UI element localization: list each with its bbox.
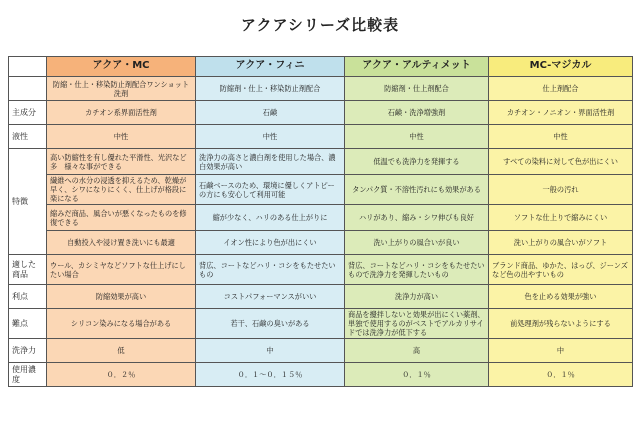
feature-cell: イオン性により色が出にくい: [196, 231, 345, 255]
feature-cell: 洗浄力の高さと濃白剤を使用した場合、濃白効果が高い: [196, 149, 345, 175]
row-label-demerit: 難点: [9, 309, 47, 339]
goods-cell: 背広、コートなどハリ・コシをもたせたいもの: [196, 255, 345, 285]
feature-cell: ハリがあり、縮み・シワ伸びも良好: [345, 205, 489, 231]
product-header-aqua-ultimate: アクア・アルティメット: [345, 57, 489, 77]
power-cell: 中: [489, 339, 633, 363]
feature-cell: タンパク質・不溶性汚れにも効果がある: [345, 175, 489, 205]
density-cell: ０．１％: [345, 363, 489, 387]
feature-cell: 一般の汚れ: [489, 175, 633, 205]
main-cell: 石鹸: [196, 101, 345, 125]
row-label-merit: 利点: [9, 285, 47, 309]
type-cell: 防縮剤・仕上剤配合: [345, 77, 489, 101]
merit-cell: 洗浄力が高い: [345, 285, 489, 309]
feature-cell: 洗い上がりの風合いが良い: [345, 231, 489, 255]
liquid-cell: 中性: [196, 125, 345, 149]
power-cell: 中: [196, 339, 345, 363]
merit-row: [9, 285, 633, 309]
goods-cell: 背広、コートなどハリ・コシをもたせたいもので洗浄力を発揮したいもの: [345, 255, 489, 285]
feature-row-2: [9, 175, 633, 205]
row-label-density: 使用濃度: [9, 363, 47, 387]
goods-cell: ブランド商品、ゆかた、はっぴ、ジーンズなど色の出やすいもの: [489, 255, 633, 285]
power-cell: 低: [47, 339, 196, 363]
density-cell: ０．２％: [47, 363, 196, 387]
feature-cell: 洗い上がりの風合いがソフト: [489, 231, 633, 255]
feature-cell: ソフトな仕上りで縮みにくい: [489, 205, 633, 231]
main-row: [9, 101, 633, 125]
demerit-cell: 商品を攪拌しないと効果が出にくい薬剤、単独で使用するのがベストでアルカリサイドでは洗浄力が低下する: [345, 309, 489, 339]
density-row: [9, 363, 633, 387]
feature-cell: 縮が少なく、ハリのある仕上がりに: [196, 205, 345, 231]
liquid-cell: 中性: [489, 125, 633, 149]
density-cell: ０．１〜０．１５％: [196, 363, 345, 387]
product-header-mc-magical: MC-マジカル: [489, 57, 633, 77]
row-label-liquid: 液性: [9, 125, 47, 149]
type-cell: 防縮剤・仕上・移染防止剤配合: [196, 77, 345, 101]
comparison-table: [8, 56, 633, 387]
goods-cell: ウール、カシミヤなどソフトな仕上げにしたい場合: [47, 255, 196, 285]
liquid-row: [9, 125, 633, 149]
demerit-cell: 若干、石鹸の臭いがある: [196, 309, 345, 339]
demerit-cell: 前処理剤が残らないようにする: [489, 309, 633, 339]
feature-row-4: [9, 231, 633, 255]
feature-cell: 石鹸ベースのため、環境に優しくアトピーの方にも安心して利用可能: [196, 175, 345, 205]
merit-cell: 色を止める効果が強い: [489, 285, 633, 309]
type-row: [9, 77, 633, 101]
feature-cell: 自動投入や浸け置き洗いにも最適: [47, 231, 196, 255]
demerit-row: [9, 309, 633, 339]
power-row: [9, 339, 633, 363]
density-cell: ０．１％: [489, 363, 633, 387]
type-label: [9, 77, 47, 101]
row-label-goods: 適した商品: [9, 255, 47, 285]
product-header-aqua-fini: アクア・フィニ: [196, 57, 345, 77]
demerit-cell: シリコン染みになる場合がある: [47, 309, 196, 339]
page-title: アクアシリーズ比較表: [240, 16, 400, 34]
main-cell: 石鹸・洗浄増強剤: [345, 101, 489, 125]
feature-cell: 低温でも洗浄力を発揮する: [345, 149, 489, 175]
goods-row: [9, 255, 633, 285]
type-cell: 防縮・仕上・移染防止剤配合ワンショット洗剤: [47, 77, 196, 101]
row-label-main: 主成分: [9, 101, 47, 125]
product-header-aqua-mc: アクア・MC: [47, 57, 196, 77]
feature-cell: 繊維への水分の浸透を抑えるため、乾燥が早く、シワになりにくく、仕上げが格段に楽になる: [47, 175, 196, 205]
feature-cell: すべての染料に対して色が出にくい: [489, 149, 633, 175]
feature-cell: 高い防縮性を有し優れた平滑性、光沢など多 様々な事ができる: [47, 149, 196, 175]
merit-cell: コストパフォーマンスがいい: [196, 285, 345, 309]
row-label-power: 洗浄力: [9, 339, 47, 363]
main-cell: カチオン系界面活性剤: [47, 101, 196, 125]
main-cell: カチオン・ノニオン・界面活性剤: [489, 101, 633, 125]
merit-cell: 防縮効果が高い: [47, 285, 196, 309]
feature-row-3: [9, 205, 633, 231]
row-label-features: 特徴: [9, 149, 47, 255]
liquid-cell: 中性: [47, 125, 196, 149]
header-row: [9, 57, 633, 77]
liquid-cell: 中性: [345, 125, 489, 149]
power-cell: 高: [345, 339, 489, 363]
feature-row-1: [9, 149, 633, 175]
type-cell: 仕上剤配合: [489, 77, 633, 101]
corner-cell: [9, 57, 47, 77]
feature-cell: 縮みだ商品、風合いが悪くなったものを修復できる: [47, 205, 196, 231]
